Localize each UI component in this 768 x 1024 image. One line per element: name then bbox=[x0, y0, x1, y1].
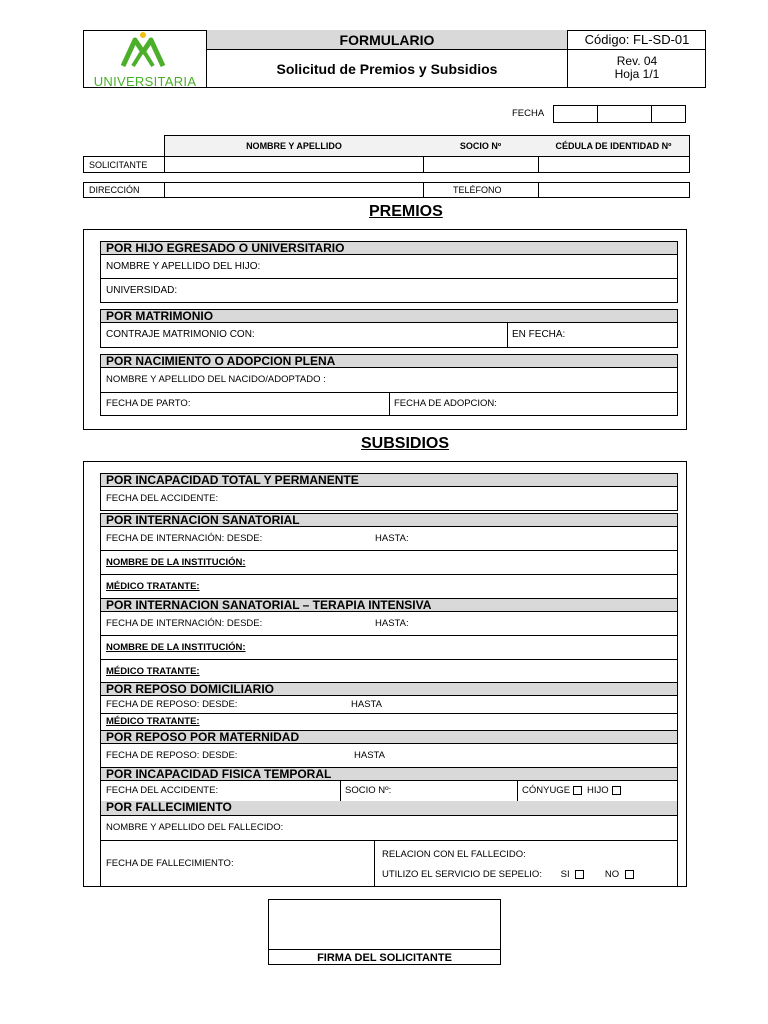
col-socio-header: SOCIO Nº bbox=[423, 135, 539, 157]
sepelio-row bbox=[382, 869, 672, 880]
fecha-adopcion-field[interactable]: FECHA DE ADOPCION: bbox=[389, 392, 678, 416]
conyuge-checkbox[interactable] bbox=[573, 786, 582, 795]
conyuge-label: CÓNYUGE bbox=[522, 785, 571, 796]
internacion-medico-label: MÉDICO TRATANTE: bbox=[106, 581, 200, 592]
fecha-parto-field[interactable]: FECHA DE PARTO: bbox=[100, 392, 390, 416]
direccion-field[interactable] bbox=[164, 182, 424, 198]
reposo-desde-label: FECHA DE REPOSO: DESDE: bbox=[106, 699, 238, 710]
row-solicitante-label: SOLICITANTE bbox=[83, 156, 165, 173]
temporal-fecha-field[interactable]: FECHA DEL ACCIDENTE: bbox=[100, 780, 341, 802]
nacido-nombre-field[interactable]: NOMBRE Y APELLIDO DEL NACIDO/ADOPTADO : bbox=[100, 367, 678, 393]
terapia-institucion-label: NOMBRE DE LA INSTITUCIÓN: bbox=[106, 642, 246, 653]
maternidad-desde-label: FECHA DE REPOSO: DESDE: bbox=[106, 750, 238, 761]
logo-cell bbox=[83, 30, 207, 88]
maternidad-header: POR REPOSO POR MATERNIDAD bbox=[100, 730, 678, 744]
subsidios-title: SUBSIDIOS bbox=[361, 435, 450, 452]
sepelio-no-label: NO bbox=[604, 869, 620, 880]
matrimonio-fecha-field[interactable]: EN FECHA: bbox=[507, 322, 678, 348]
incapacidad-total-fecha-field[interactable]: FECHA DEL ACCIDENTE: bbox=[100, 486, 678, 511]
internacion-institucion-label: NOMBRE DE LA INSTITUCIÓN: bbox=[106, 557, 246, 568]
matrimonio-header: POR MATRIMONIO bbox=[100, 309, 678, 323]
nacimiento-header: POR NACIMIENTO O ADOPCION PLENA bbox=[100, 354, 678, 368]
reposo-hasta-label: HASTA bbox=[351, 699, 382, 710]
temporal-parentesco-cell bbox=[517, 780, 678, 802]
fallecimiento-header: POR FALLECIMIENTO bbox=[100, 801, 678, 816]
matrimonio-contraje-field[interactable]: CONTRAJE MATRIMONIO CON: bbox=[100, 322, 508, 348]
terapia-hasta-label: HASTA: bbox=[375, 618, 409, 629]
hijo-header: POR HIJO EGRESADO O UNIVERSITARIO bbox=[100, 241, 678, 255]
internacion-desde-label: FECHA DE INTERNACIÓN: DESDE: bbox=[106, 533, 263, 544]
fecha-label: FECHA bbox=[512, 108, 545, 119]
sepelio-si-checkbox[interactable] bbox=[575, 870, 584, 879]
hijo-checkbox[interactable] bbox=[612, 786, 621, 795]
telefono-label: TELÉFONO bbox=[423, 182, 539, 198]
sepelio-label: UTILIZO EL SERVICIO DE SEPELIO: bbox=[382, 869, 542, 880]
terapia-medico-label: MÉDICO TRATANTE: bbox=[106, 666, 200, 677]
relacion-label: RELACION CON EL FALLECIDO: bbox=[382, 849, 526, 860]
firma-label: FIRMA DEL SOLICITANTE bbox=[268, 949, 501, 965]
fallecido-nombre-field[interactable]: NOMBRE Y APELLIDO DEL FALLECIDO: bbox=[100, 815, 678, 841]
fecha-month-field[interactable] bbox=[597, 105, 652, 123]
incapacidad-temporal-header: POR INCAPACIDAD FISICA TEMPORAL bbox=[100, 767, 678, 781]
sepelio-no-checkbox[interactable] bbox=[625, 870, 634, 879]
hijo-universidad-field[interactable]: UNIVERSIDAD: bbox=[100, 278, 678, 303]
maternidad-hasta-label: HASTA bbox=[354, 750, 385, 761]
hijo-nombre-field[interactable]: NOMBRE Y APELLIDO DEL HIJO: bbox=[100, 254, 678, 279]
doc-revision-cell bbox=[568, 50, 706, 88]
reposo-header: POR REPOSO DOMICILIARIO bbox=[100, 682, 678, 696]
reposo-medico-label: MÉDICO TRATANTE: bbox=[106, 716, 200, 727]
hijo-label: HIJO bbox=[587, 785, 609, 796]
temporal-socio-field[interactable]: SOCIO Nº: bbox=[340, 780, 518, 802]
solicitante-socio-field[interactable] bbox=[423, 156, 539, 173]
internacion-hasta-label: HASTA: bbox=[375, 533, 409, 544]
row-direccion-label: DIRECCIÓN bbox=[83, 182, 165, 198]
solicitante-ci-field[interactable] bbox=[538, 156, 690, 173]
solicitante-nombre-field[interactable] bbox=[164, 156, 424, 173]
fecha-year-field[interactable] bbox=[651, 105, 686, 123]
doc-code: Código: FL-SD-01 bbox=[568, 30, 706, 50]
telefono-field[interactable] bbox=[538, 182, 690, 198]
incapacidad-total-header: POR INCAPACIDAD TOTAL Y PERMANENTE bbox=[100, 473, 678, 487]
terapia-header: POR INTERNACION SANATORIAL – TERAPIA INTENSIVA bbox=[100, 598, 678, 612]
doc-title: Solicitud de Premios y Subsidios bbox=[207, 50, 568, 88]
doc-type: FORMULARIO bbox=[207, 30, 568, 50]
col-nombre-header: NOMBRE Y APELLIDO bbox=[164, 135, 424, 157]
fecha-day-field[interactable] bbox=[553, 105, 598, 123]
internacion-header: POR INTERNACION SANATORIAL bbox=[100, 513, 678, 527]
universitaria-logo-icon bbox=[83, 30, 207, 74]
fallecimiento-fecha-field[interactable]: FECHA DE FALLECIMIENTO: bbox=[100, 840, 375, 886]
col-ci-header: CÉDULA DE IDENTIDAD Nº bbox=[538, 135, 690, 157]
terapia-desde-label: FECHA DE INTERNACIÓN: DESDE: bbox=[106, 618, 263, 629]
org-name: UNIVERSITARIA bbox=[93, 74, 197, 89]
premios-title: PREMIOS bbox=[369, 203, 443, 220]
doc-sheet: Hoja 1/1 bbox=[614, 67, 660, 81]
sepelio-si-label: SI bbox=[560, 869, 570, 880]
doc-revision: Rev. 04 bbox=[616, 54, 658, 68]
